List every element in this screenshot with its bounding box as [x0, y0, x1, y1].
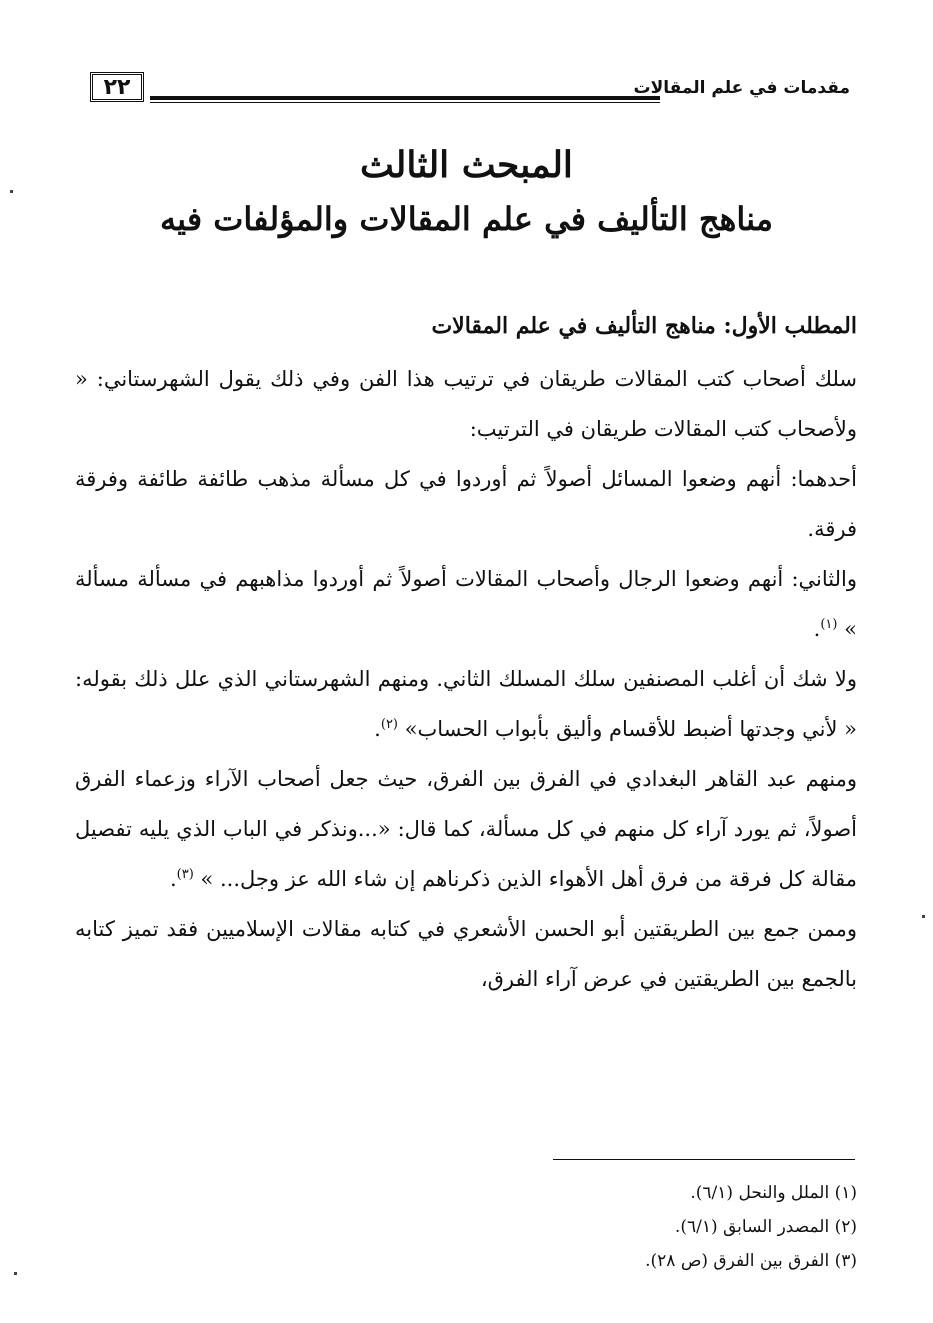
footnote: (٣) الفرق بين الفرق (ص ٢٨). [645, 1251, 857, 1271]
paragraph-text: أحدهما: أنهم وضعوا المسائل أصولاً ثم أوردوا في كل مسألة مذهب طائفة طائفة وفرقة فرقة. [75, 467, 857, 541]
paragraph [75, 554, 857, 654]
paragraph-tail: . [169, 867, 177, 891]
paragraph [75, 454, 857, 554]
footnote-ref[interactable]: (٢) [380, 717, 398, 732]
paragraph-text: ومنهم عبد القاهر البغدادي في الفرق بين الفرق، حيث جعل أصحاب الآراء وزعماء الفرق أصولاً، ثم يورد آراء كل منهم في كل مسألة، كما قال: «...ونذكر في الباب الذي يليه تفصيل مقالة كل فرقة من فرق أهل الأهواء الذين ذكرناهم إن شاء الله عز وجل... » [75, 767, 857, 891]
header-rule [150, 96, 660, 100]
paragraph-text: وممن جمع بين الطريقتين أبو الحسن الأشعري في كتابه مقالات الإسلاميين فقد تميز كتابه بالجمع بين الطريقتين في عرض آراء الفرق، [75, 917, 857, 991]
chapter-subtitle: مناهج التأليف في علم المقالات والمؤلفات فيه [160, 200, 773, 238]
paragraph-tail: . [813, 617, 821, 641]
paragraph [75, 904, 857, 1004]
footnote-ref[interactable]: (٣) [176, 867, 194, 882]
footnote: (٢) المصدر السابق (٦/١). [674, 1217, 857, 1237]
footnote-divider [553, 1159, 855, 1160]
paragraph [75, 654, 857, 754]
section-heading: المطلب الأول: مناهج التأليف في علم المقالات [431, 313, 857, 339]
scan-speck [922, 915, 925, 918]
paragraph [75, 754, 857, 904]
running-header [90, 72, 850, 106]
header-rule-thin [150, 102, 660, 103]
paragraph-tail: . [374, 717, 381, 741]
book-title: مقدمات في علم المقالات [633, 78, 850, 98]
paragraph [75, 354, 857, 454]
page-number: ٢٢ [90, 72, 144, 102]
scan-speck [10, 190, 13, 193]
footnotes [257, 1176, 857, 1278]
scan-speck [14, 1272, 17, 1275]
paragraph-text: والثاني: أنهم وضعوا الرجال وأصحاب المقالات أصولاً ثم أوردوا مذاهبهم في مسألة مسألة » [75, 567, 857, 641]
paragraph-text: سلك أصحاب كتب المقالات طريقان في ترتيب هذا الفن وفي ذلك يقول الشهرستاني: « ولأصحاب كتب المقالات طريقان في الترتيب: [75, 367, 857, 441]
chapter-title: المبحث الثالث [360, 144, 573, 186]
footnote: (١) الملل والنحل (٦/١). [690, 1183, 857, 1203]
footnote-ref[interactable]: (١) [820, 617, 838, 632]
body-text [75, 306, 857, 1004]
paragraph-text: ولا شك أن أغلب المصنفين سلك المسلك الثاني. ومنهم الشهرستاني الذي علل ذلك بقوله: « لأني وجدتها أضبط للأقسام وأليق بأبواب الحساب» [75, 667, 857, 741]
